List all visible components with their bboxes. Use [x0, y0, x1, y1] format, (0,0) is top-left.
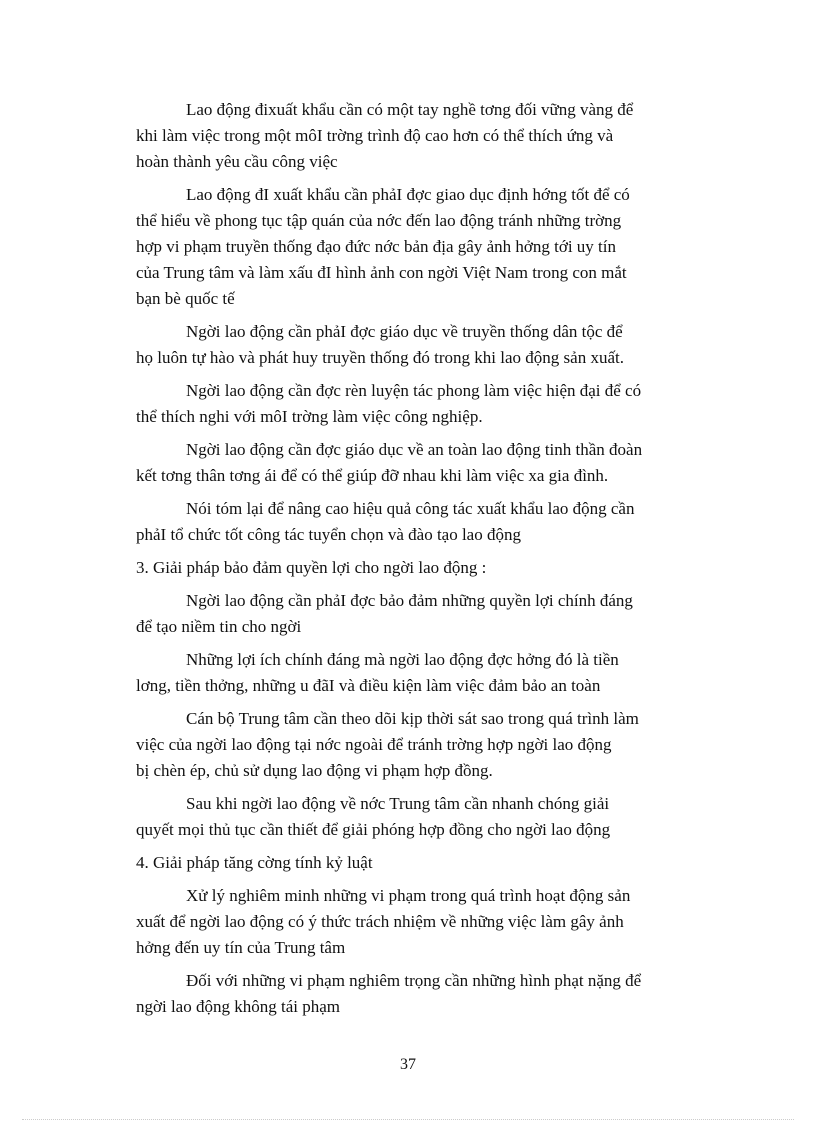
page-bottom-divider [22, 1119, 794, 1120]
page-body [136, 97, 716, 1027]
text-line: hởng đến uy tín của Trung tâm [136, 938, 346, 957]
text-line: phảI tổ chức tốt công tác tuyển chọn và đào tạo lao động [136, 525, 521, 544]
text-line: Đối với những vi phạm nghiêm trọng cần những hình phạt nặng để [186, 971, 642, 990]
text-line: Cán bộ Trung tâm cần theo dõi kịp thời sát sao trong quá trình làm [186, 709, 639, 728]
paragraph-discipline [136, 883, 716, 961]
text-line: quyết mọi thủ tục cần thiết để giải phóng hợp đồng cho ngời lao động [136, 820, 611, 839]
text-line: việc của ngời lao động tại nớc ngoài để tránh trờng hợp ngời lao động [136, 735, 612, 754]
text-line: Sau khi ngời lao động về nớc Trung tâm cần nhanh chóng giải [186, 794, 610, 813]
text-line: Ngời lao động cần đợc giáo dục về an toàn lao động tinh thần đoàn [186, 440, 643, 459]
paragraph-tradition [136, 319, 716, 371]
paragraph-safety [136, 437, 716, 489]
text-line: Lao động đixuất khẩu cần có một tay nghề tơng đối vững vàng để [186, 100, 634, 119]
section-heading-4: 4. Giải pháp tăng cờng tính kỷ luật [136, 853, 373, 872]
text-line: Ngời lao động cần phảI đợc giáo dục về truyền thống dân tộc để [186, 322, 623, 341]
text-line: thể hiểu về phong tục tập quán của nớc đến lao động tránh những trờng [136, 211, 622, 230]
paragraph-benefits [136, 647, 716, 699]
text-line: Nói tóm lại để nâng cao hiệu quả công tác xuất khẩu lao động cần [186, 499, 635, 518]
paragraph-penalties [136, 968, 716, 1020]
page-number: 37 [400, 1056, 416, 1073]
text-line: hoàn thành yêu cầu công việc [136, 152, 338, 171]
paragraph-return [136, 791, 716, 843]
text-line: hợp vi phạm truyền thống đạo đức nớc bản địa gây ảnh hởng tới uy tín [136, 237, 617, 256]
text-line: xuất để ngời lao động có ý thức trách nhiệm về những việc làm gây ảnh [136, 912, 624, 931]
text-line: thể thích nghi với môI trờng làm việc công nghiệp. [136, 407, 483, 426]
text-line: Lao động đI xuất khẩu cần phảI đợc giao dục định hớng tốt để có [186, 185, 630, 204]
text-line: bị chèn ép, chủ sử dụng lao động vi phạm hợp đồng. [136, 761, 493, 780]
paragraph-orientation [136, 182, 716, 312]
text-line: ngời lao động không tái phạm [136, 997, 340, 1016]
text-line: kết tơng thân tơng ái để có thể giúp đỡ nhau khi làm việc xa gia đình. [136, 466, 609, 485]
text-line: khi làm việc trong một môI trờng trình độ cao hơn có thể thích ứng và [136, 126, 614, 145]
paragraph-work-style [136, 378, 716, 430]
text-line: Ngời lao động cần phảI đợc bảo đảm những quyền lợi chính đáng [186, 591, 633, 610]
text-line: của Trung tâm và làm xấu đI hình ảnh con ngời Việt Nam trong con mắt [136, 263, 627, 282]
text-line: lơng, tiền thởng, những u đãI và điều kiện làm việc đảm bảo an toàn [136, 676, 601, 695]
paragraph-summary [136, 496, 716, 548]
section-heading-3: 3. Giải pháp bảo đảm quyền lợi cho ngời lao động : [136, 558, 487, 577]
text-line: Ngời lao động cần đợc rèn luyện tác phong làm việc hiện đại để có [186, 381, 642, 400]
text-line: Những lợi ích chính đáng mà ngời lao động đợc hởng đó là tiền [186, 650, 619, 669]
paragraph-skill [136, 97, 716, 175]
paragraph-rights [136, 588, 716, 640]
text-line: họ luôn tự hào và phát huy truyền thống đó trong khi lao động sản xuất. [136, 348, 624, 367]
text-line: để tạo niềm tin cho ngời [136, 617, 302, 636]
paragraph-monitoring [136, 706, 716, 784]
text-line: bạn bè quốc tế [136, 289, 235, 308]
text-line: Xử lý nghiêm minh những vi phạm trong quá trình hoạt động sản [186, 886, 631, 905]
